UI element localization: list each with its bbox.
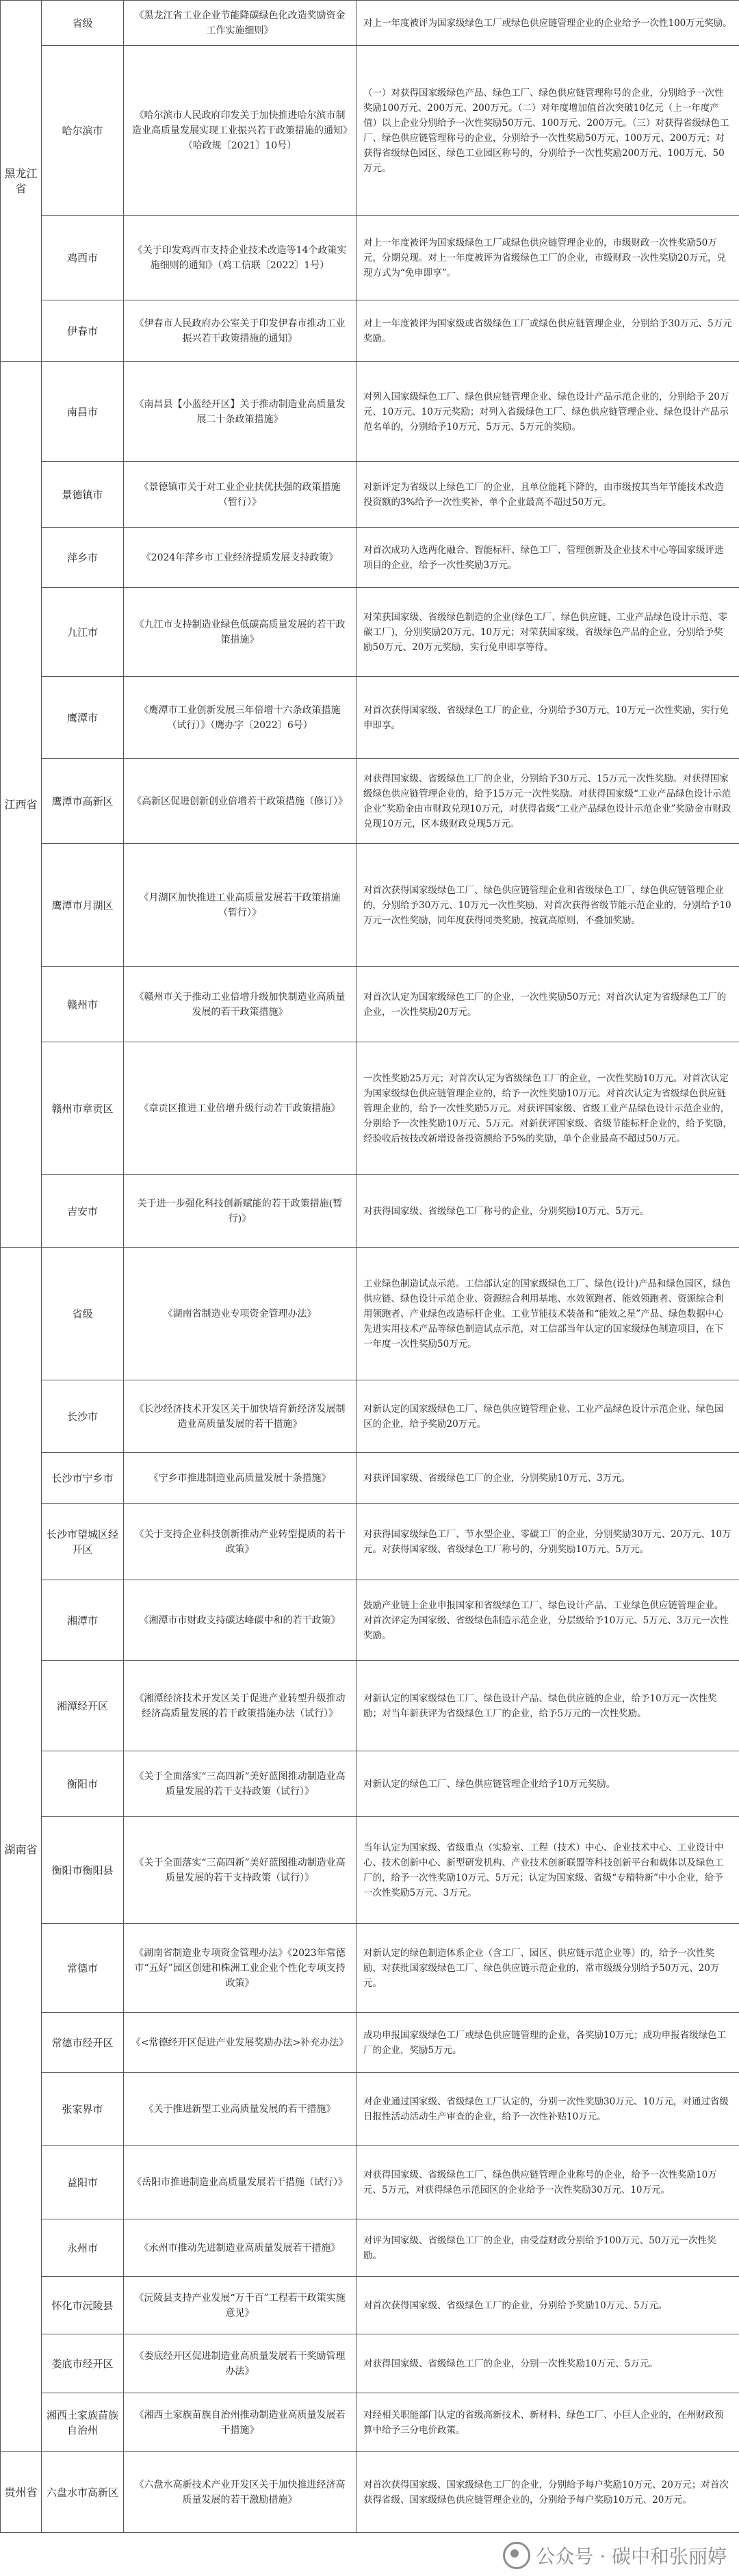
table-row [1, 2452, 739, 2533]
reward-cell: 对上一年度被评为国家级或省级绿色工厂或绿色供应链管理企业，分别给予30万元、5万元奖励。 [356, 300, 739, 362]
policy-cell: 《景德镇市关于对工业企业扶优扶强的政策措施（暂行）》 [124, 462, 356, 528]
table-row [1, 844, 739, 967]
table-row [1, 1751, 739, 1817]
policy-cell: 《关于全面落实“三高四新”美好蓝图推动制造业高质量发展的若干支持政策（试行）》 [124, 1751, 356, 1817]
region-cell: 六盘水市高新区 [42, 2452, 124, 2533]
table-row [1, 1504, 739, 1580]
region-cell: 九江市 [42, 588, 124, 677]
region-cell: 萍乡市 [42, 528, 124, 588]
region-cell: 省级 [42, 1248, 124, 1380]
region-cell: 湘西土家族苗族自治州 [42, 2393, 124, 2452]
province-cell: 湖南省 [1, 1248, 42, 2452]
table-row [1, 1175, 739, 1248]
policy-cell: 《<常德经开区促进产业发展奖励办法>补充办法》 [124, 2013, 356, 2073]
region-cell: 赣州市章贡区 [42, 1042, 124, 1175]
table-row [1, 677, 739, 759]
watermark-text: 公众号 · 碳中和张丽婷 [536, 2545, 727, 2568]
reward-cell: 对获得国家级绿色工厂、节水型企业、零碳工厂的企业，分别奖励30万元、20万元、10万元。对获得国家级、省级绿色工厂称号的，分别奖励10万元、5万元。 [356, 1504, 739, 1580]
reward-cell: 对首次认定为国家级绿色工厂的企业，一次性奖励50万元；对首次认定为省级绿色工厂的企业，一次性奖励20万元。 [356, 967, 739, 1042]
reward-cell: 当年认定为国家级、省级重点（实验室、工程（技术）中心、企业技术中心、工业设计中心、技术创新中心、新型研发机构、产业技术创新联盟等科技创新平台和载体以及绿色工厂的，给予一次性奖励10万元、5万元；认定为国家级、省级“专精特新”中小企业，给予一次性奖励5万元、3万元。 [356, 1817, 739, 1924]
reward-cell: 对首次获得国家级、省级绿色工厂的企业，分别给予30万元、10万元一次性奖励，实行免申即享。 [356, 677, 739, 759]
reward-cell: 对获得国家级、省级绿色工厂的企业，分别一次性奖励10万元、5万元。 [356, 2334, 739, 2393]
reward-cell: 一次性奖励25万元；对首次认定为省级绿色工厂的企业，一次性奖励10万元。对首次认定为国家级绿色供应链管理企业的，给予一次性奖励10万元。对首次认定为省级绿色供应链管理企业的，给予一次性奖励5万元。对获评国家级、省级工业产品绿色设计示范企业的，分别给予一次性奖励10万元、5万元。对新获评国家级、省级节能标杆企业的，给予奖励，经验收后按技改新增设备投资额给予5%的奖励，单个企业最高不超过50万元。 [356, 1042, 739, 1175]
reward-cell: 对新认定的绿色工厂、绿色供应链管理企业给予10万元奖励。 [356, 1751, 739, 1817]
table-row [1, 1, 739, 46]
table-row [1, 1580, 739, 1661]
table-row [1, 1380, 739, 1453]
policy-cell: 《长沙经济技术开发区关于加快培育新经济发展制造业高质量发展的若干措施》 [124, 1380, 356, 1453]
region-cell: 湘潭市 [42, 1580, 124, 1661]
region-cell: 鹰潭市高新区 [42, 759, 124, 844]
policy-cell: 《关于推进新型工业高质量发展的若干措施》 [124, 2073, 356, 2146]
policy-cell: 《黑龙江省工业企业节能降碳绿色化改造奖励资金工作实施细则》 [124, 1, 356, 46]
table-row [1, 1248, 739, 1380]
region-cell: 怀化市沅陵县 [42, 2277, 124, 2334]
policy-cell: 《关于支持企业科技创新推动产业转型提质的若干政策》 [124, 1504, 356, 1580]
table-row [1, 588, 739, 677]
policy-cell: 关于进一步强化科技创新赋能的若干政策措施(暂行)》 [124, 1175, 356, 1248]
region-cell: 长沙市 [42, 1380, 124, 1453]
table-row [1, 528, 739, 588]
policy-cell: 《高新区促进创新创业倍增若干政策措施（修订）》 [124, 759, 356, 844]
table-row [1, 300, 739, 362]
wechat-icon [503, 2542, 530, 2569]
reward-cell: 对上一年度被评为国家级绿色工厂或绿色供应链管理企业的企业给予一次性100万元奖励。 [356, 1, 739, 46]
table-row [1, 2146, 739, 2219]
reward-cell: 对列入国家级绿色工厂、绿色供应链管理企业、绿色设计产品示范企业的，分别给予 20万元、10万元、10万元奖励；对列入省级绿色工厂、绿色供应链管理企业、绿色设计产品示范名单的，分别给予10万元、5万元、5万元的奖励。 [356, 362, 739, 462]
reward-cell: 对获得国家级、省级绿色工厂、绿色供应链管理企业称号的企业，给予一次性奖励10万元、5万元，对获得绿色示范园区的企业给予一次性奖励30万元、10万元。 [356, 2146, 739, 2219]
region-cell: 衡阳市衡阳县 [42, 1817, 124, 1924]
reward-cell: 对新评定为省级以上绿色工厂的企业，且单位能耗下降的，由市级按其当年节能技术改造投资额的3%给予一次性奖补，单个企业最高不超过50万元。 [356, 462, 739, 528]
region-cell: 鹰潭市月湖区 [42, 844, 124, 967]
region-cell: 永州市 [42, 2219, 124, 2277]
policy-cell: 《伊春市人民政府办公室关于印发伊春市推动工业振兴若干政策措施的通知》 [124, 300, 356, 362]
policy-cell: 《哈尔滨市人民政府印发关于加快推进哈尔滨市制造业高质量发展实现工业振兴若干政策措施的通知》（哈政规〔2021〕10号） [124, 46, 356, 216]
region-cell: 鸡西市 [42, 216, 124, 300]
region-cell: 鹰潭市 [42, 677, 124, 759]
table-row [1, 2334, 739, 2393]
region-cell: 长沙市宁乡市 [42, 1453, 124, 1504]
province-cell: 贵州省 [1, 2452, 42, 2533]
reward-cell: 对荣获国家级、省级绿色制造的企业(绿色工厂、绿色供应链、工业产品绿色设计示范、零碳工厂)，分别奖励20万元、10万元；对荣获国家级、省级绿色产品的企业，分别给予奖励50万元、20万元奖励，实行免申即享等待。 [356, 588, 739, 677]
province-cell: 黑龙江省 [1, 1, 42, 362]
region-cell: 吉安市 [42, 1175, 124, 1248]
region-cell: 张家界市 [42, 2073, 124, 2146]
reward-cell: 对首次获得国家级、省级绿色工厂的企业，分别给予奖励10万元、5万元。 [356, 2277, 739, 2334]
policy-cell: 《章贡区推进工业倍增升级行动若干政策措施》 [124, 1042, 356, 1175]
reward-cell: 对上一年度被评为国家级绿色工厂或绿色供应链管理企业的，市级财政一次性奖励50万元，分期兑现。对上一年度被评为省级绿色工厂的企业，市级财政一次性奖励20万元，兑现方式为“免申即享”。 [356, 216, 739, 300]
policy-cell: 《赣州市关于推动工业倍增升级加快制造业高质量发展的若干政策措施》 [124, 967, 356, 1042]
policy-cell: 《六盘水高新技术产业开发区关于加快推进经济高质量发展的若干激励措施》 [124, 2452, 356, 2533]
table-row [1, 2277, 739, 2334]
reward-cell: 对获评国家级、省级绿色工厂的企业，分别奖励10万元、3万元。 [356, 1453, 739, 1504]
table-row [1, 1453, 739, 1504]
policy-cell: 《南昌县【小蓝经开区】关于推动制造业高质量发展二十条政策措施》 [124, 362, 356, 462]
table-row [1, 216, 739, 300]
policy-cell: 《湖南省制造业专项资金管理办法》 [124, 1248, 356, 1380]
region-cell: 益阳市 [42, 2146, 124, 2219]
reward-cell: 对新认定的绿色制造体系企业（含工厂、园区、供应链示范企业等）的，给予一次性奖励，对获批国家级绿色工厂、绿色供应链示范企业的，常市级级分别给予50万元、20万元。 [356, 1924, 739, 2013]
policy-cell: 《关于全面落实“三高四新”美好蓝图推动制造业高质量发展的若干支持政策（试行）》 [124, 1817, 356, 1924]
reward-cell: 鼓励产业链上企业申报国家和省级绿色工厂、绿色设计产品、工业绿色供应链管理企业。对首次评定为国家级、省级绿色制造示范企业，分层级给予10万元、5万元、3万元一次性奖励。 [356, 1580, 739, 1661]
table-row [1, 362, 739, 462]
reward-cell: 工业绿色制造试点示范。工信部认定的国家级绿色工厂、绿色(设计)产品和绿色园区，绿色供应链、绿色设计示范企业、资源综合利用基地、水效领跑者、能效领跑者、资源综合利用领跑者、产业绿色改造标杆企业、工业节能技术装备和“能效之星”产品、绿色数据中心先进实用技术产品等绿色制造试点示范，对工信部当年认定的国家级绿色制造项目，在下一年度一次性奖励50万元。 [356, 1248, 739, 1380]
table-row [1, 2219, 739, 2277]
table-row [1, 2073, 739, 2146]
region-cell: 娄底市经开区 [42, 2334, 124, 2393]
table-row [1, 46, 739, 216]
policy-cell: 《2024年萍乡市工业经济提质发展支持政策》 [124, 528, 356, 588]
policy-cell: 《湘潭经济技术开发区关于促进产业转型升级推动经济高质量发展的若干政策措施办法（试行）》 [124, 1661, 356, 1751]
policy-cell: 《宁乡市推进制造业高质量发展十条措施》 [124, 1453, 356, 1504]
reward-cell: 对首次成功入选两化融合、智能标杆、绿色工厂、管理创新及企业技术中心等国家级评选项目的企业，给予一次性奖励3万元。 [356, 528, 739, 588]
table-row [1, 1042, 739, 1175]
reward-cell: 对获得国家级、省级绿色工厂的企业，分别给予30万元、15万元一次性奖励。对获得国家级绿色供应链管理企业的，给予15万元一次性奖励。对获得国家级“工业产品绿色设计示范企业”奖励金由市财政兑现10万元，对获得省级“工业产品绿色设计示范企业”奖励金市财政兑现10万元，区本级财政兑现5万元。 [356, 759, 739, 844]
region-cell: 省级 [42, 1, 124, 46]
table-row [1, 1661, 739, 1751]
table-row [1, 759, 739, 844]
table-row [1, 2013, 739, 2073]
region-cell: 景德镇市 [42, 462, 124, 528]
province-cell: 江西省 [1, 362, 42, 1248]
watermark [503, 2542, 727, 2569]
region-cell: 长沙市望城区经开区 [42, 1504, 124, 1580]
region-cell: 哈尔滨市 [42, 46, 124, 216]
policy-cell: 《鹰潭市工业创新发展三年倍增十六条政策措施（试行）》（鹰办字〔2022〕6号） [124, 677, 356, 759]
reward-cell: 对评为国家级、省级绿色工厂的企业，由受益财政分别给予100万元、50万元一次性奖励。 [356, 2219, 739, 2277]
reward-cell: 对首次获得国家级、国家级绿色工厂的企业，分别给予每户奖励10万元、20万元；对首次获得省级、国家级绿色供应链管理企业的，分别给予每户奖励10万元、20万元。 [356, 2452, 739, 2533]
table-row [1, 1817, 739, 1924]
policy-cell: 《湘潭市市财政支持碳达峰碳中和的若干政策》 [124, 1580, 356, 1661]
policy-cell: 《湘西土家族苗族自治州推动制造业高质量发展若干措施》 [124, 2393, 356, 2452]
reward-cell: 对获得国家级、省级绿色工厂称号的企业，分别奖励10万元、5万元。 [356, 1175, 739, 1248]
region-cell: 伊春市 [42, 300, 124, 362]
table-row [1, 462, 739, 528]
table-row [1, 967, 739, 1042]
policy-cell: 《沅陵县支持产业发展“万千百”工程若干政策实施意见》 [124, 2277, 356, 2334]
region-cell: 赣州市 [42, 967, 124, 1042]
policy-cell: 《湖南省制造业专项资金管理办法》《2023年常德市“五好”园区创建和株洲工业企业个性化专项支持政策》 [124, 1924, 356, 2013]
policy-cell: 《岳阳市推进制造业高质量发展若干措施（试行）》 [124, 2146, 356, 2219]
region-cell: 湘潭经开区 [42, 1661, 124, 1751]
region-cell: 常德市经开区 [42, 2013, 124, 2073]
reward-cell: 对经相关职能部门认定的省级高新技术、新材料、绿色工厂、小巨人企业的，在州财政预算中给予三分电价政策。 [356, 2393, 739, 2452]
reward-cell: 对新认定的国家级绿色工厂、绿色供应链管理企业、工业产品绿色设计示范企业、绿色园区的企业，给予奖励20万元。 [356, 1380, 739, 1453]
policy-cell: 《永州市推动先进制造业高质量发展若干措施》 [124, 2219, 356, 2277]
reward-cell: 成功申报国家级绿色工厂或绿色供应链管理的企业，各奖励10万元；成功申报省级绿色工厂的企业，奖励5万元。 [356, 2013, 739, 2073]
reward-cell: 对首次获得国家级绿色工厂、绿色供应链管理企业和省级绿色工厂、绿色供应链管理企业的，分别给予30万元、10万元一次性奖励，对首次获得省级节能示范企业的，分别给予10万元一次性奖励，同年度获得同类奖励，按就高原则，不叠加奖励。 [356, 844, 739, 967]
policy-cell: 《月湖区加快推进工业高质量发展若干政策措施（暂行）》 [124, 844, 356, 967]
table-row [1, 1924, 739, 2013]
reward-cell: （一）对获得国家级绿色产品、绿色工厂、绿色供应链管理称号的企业，分别给予一次性奖励100万元、200万元、200万元。（二）对年度增加值首次突破10亿元（上一年度产值）以上企业分别给予一次性奖励50万元、100万元、200万元。（三）对获得省级绿色工厂、绿色供应链管理称号的企业，分别给予一次性奖励50万元、100万元、200万元；对获得省级绿色园区、绿色工业园区称号的，分别给予一次性奖励200万元、100万元、50万元。 [356, 46, 739, 216]
region-cell: 衡阳市 [42, 1751, 124, 1817]
region-cell: 南昌市 [42, 362, 124, 462]
region-cell: 常德市 [42, 1924, 124, 2013]
reward-cell: 对新认定的国家级绿色工厂、绿色设计产品、绿色供应链的企业，给予10万元一次性奖励；对当年新获评为省级绿色工厂的企业，给予5万元的一次性奖励。 [356, 1661, 739, 1751]
table-row [1, 2393, 739, 2452]
policy-cell: 《关于印发鸡西市支持企业技术改造等14个政策实施细则的通知》（鸡工信联〔2022〕1号） [124, 216, 356, 300]
policy-cell: 《九江市支持制造业绿色低碳高质量发展的若干政策措施》 [124, 588, 356, 677]
reward-cell: 对企业通过国家级、省级绿色工厂认定的，分别一次性奖励30万元、10万元，对通过省级日报性活动活动生产审查的企业，给予一次性补贴10万元。 [356, 2073, 739, 2146]
policy-cell: 《娄底经开区促进制造业高质量发展若干奖励管理办法》 [124, 2334, 356, 2393]
